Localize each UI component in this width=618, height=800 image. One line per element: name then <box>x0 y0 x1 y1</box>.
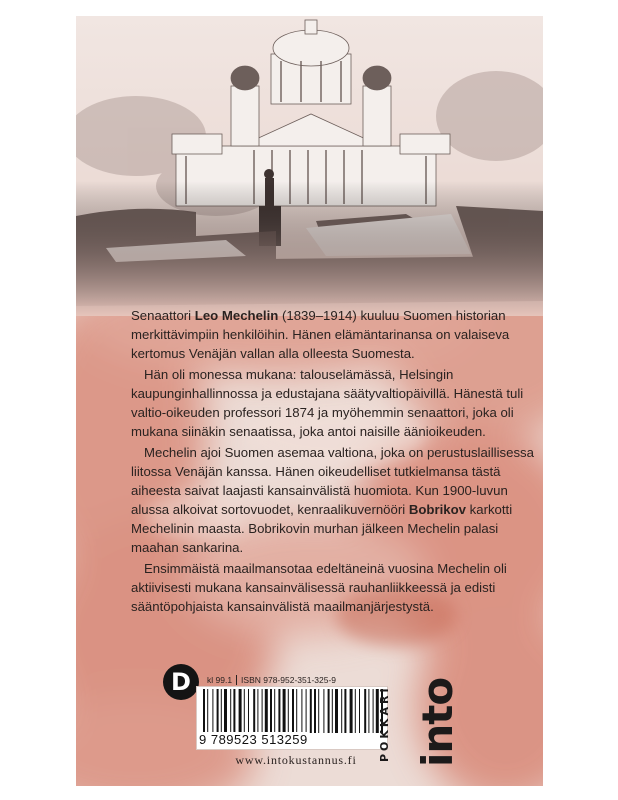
barcode-digits: 9 789523 513259 <box>199 732 308 747</box>
barcode-bar <box>323 689 324 733</box>
barcode-bar <box>203 689 205 733</box>
barcode-bar <box>278 689 280 733</box>
blurb-text <box>131 306 541 618</box>
barcode-bar <box>288 689 289 733</box>
into-pokkari-logo <box>345 672 462 767</box>
classification-code: kl 99.1 <box>207 675 233 685</box>
barcode-bar <box>341 689 342 733</box>
barcode-bar <box>332 689 333 733</box>
barcode-bar <box>314 689 316 733</box>
barcode-bar <box>224 689 227 733</box>
barcode-bar <box>310 689 312 733</box>
brand-pokkari: POKKARI <box>378 685 391 762</box>
barcode-bar <box>292 689 294 733</box>
blurb-paragraph-3: Mechelin ajoi Suomen asemaa valtiona, joka on perustuslaillisessa liitossa Venäjän kanssa. Hänen oikeudelliset tutkielmansa tästä aiheesta saivat laajasti kansainvälistä huomiota. Kun 1900-luvun alussa alkoivat sortovuodet, kenraalikuvernööri Bobrikov karkotti Mechelinin maasta. Bobrikovin murhan jälkeen Mechelin palasi maahan sankarina. <box>131 445 534 555</box>
barcode-bar <box>335 689 338 733</box>
barcode-bar <box>239 689 242 733</box>
blurb-paragraph-4: Ensimmäistä maailmansotaa edeltäneinä vuosina Mechelin oli aktiivisesti mukana kansainvälisessä rauhanliikkeessä ja edisti sääntöpohjaista kansainvälistä maailmanjärjestystä. <box>131 561 507 614</box>
barcode-bar <box>301 689 302 733</box>
barcode-bar <box>244 689 245 733</box>
barcode-bar <box>248 689 249 733</box>
barcode-bar <box>318 689 319 733</box>
isbn-text: ISBN 978-952-351-325-9 <box>241 675 337 685</box>
barcode-bar <box>257 689 258 733</box>
barcode-bar <box>233 689 235 733</box>
back-cover <box>76 16 543 786</box>
brand-into: into <box>413 677 462 767</box>
barcode-bar <box>328 689 330 733</box>
barcode-bar <box>217 689 219 733</box>
barcode-bar <box>262 689 263 733</box>
barcode-bar <box>306 689 307 733</box>
barcode-bar <box>253 689 255 733</box>
barcode-bar <box>270 689 272 733</box>
publisher-d-logo: D <box>163 664 199 700</box>
barcode-bar <box>283 689 286 733</box>
blurb-paragraph-2: Hän oli monessa mukana: talouselämässä, Helsingin kaupunginhallinnossa ja edustajana säätyvaltiopäivillä. Hänestä tuli valtio-oikeuden professori 1874 ja myöhemmin senaattori, joka oli mukana siinäkin senaatissa, joka antoi naisille äänioikeuden. <box>131 367 524 439</box>
cathedral-photo <box>76 16 543 316</box>
barcode-bar <box>230 689 231 733</box>
barcode-bar <box>212 689 213 733</box>
publisher-url: www.intokustannus.fi <box>235 753 357 767</box>
barcode-bar <box>265 689 268 733</box>
barcode-bar <box>274 689 275 733</box>
blurb-paragraph-1: Senaattori Leo Mechelin (1839–1914) kuuluu Suomen historian merkittävimpiin henkilöihin. Hänen elämäntarinansa on valaiseva kertomus Venäjän vallan alla olleesta Suomesta. <box>131 308 510 361</box>
barcode-bar <box>221 689 222 733</box>
barcode-bar <box>296 689 297 733</box>
barcode-bar <box>207 689 208 733</box>
